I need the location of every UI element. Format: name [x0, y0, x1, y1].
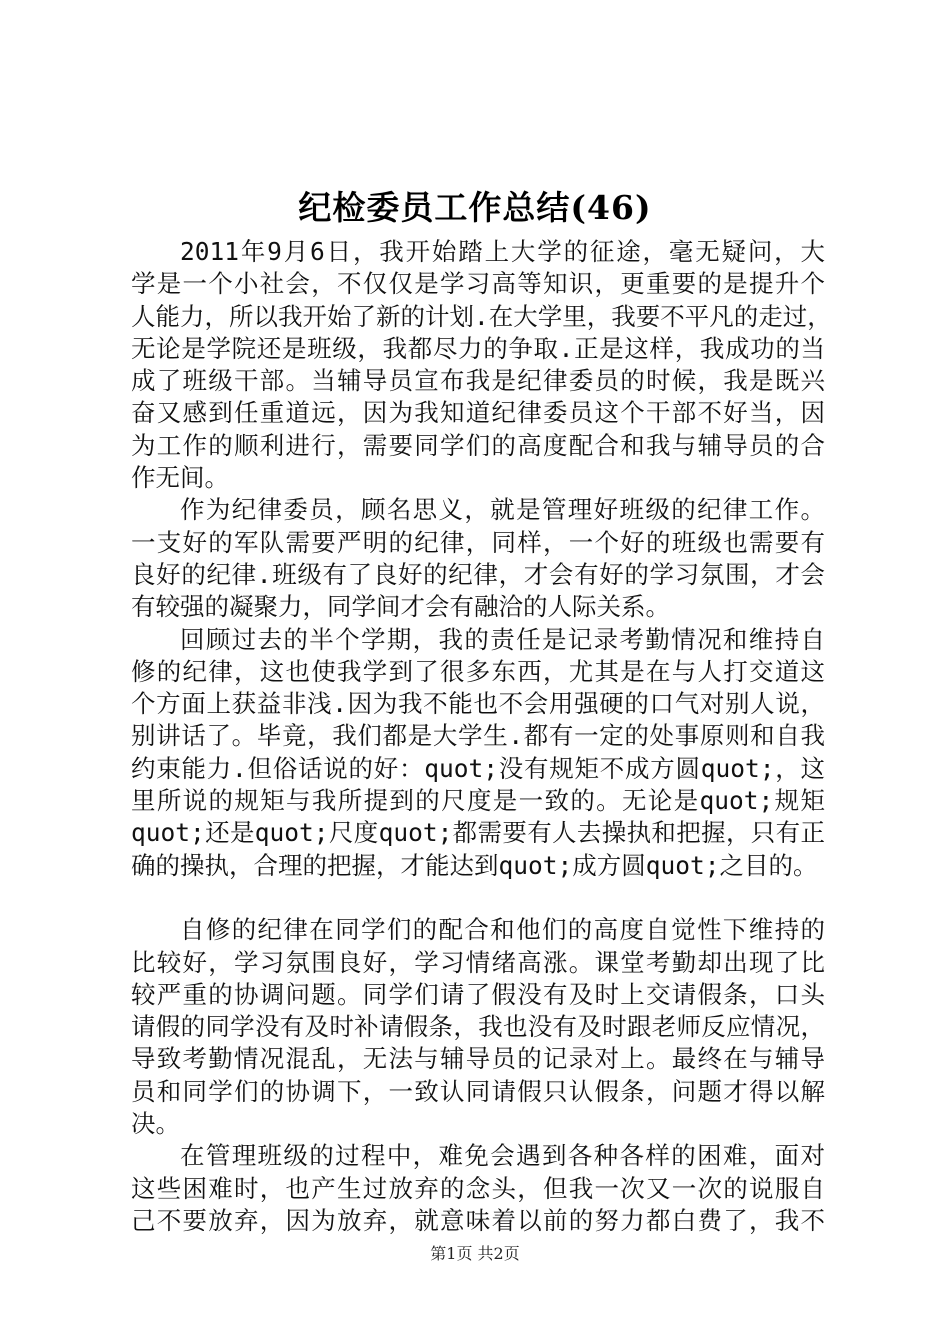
text-line: 别讲话了。毕竟，我们都是大学生.都有一定的处事原则和自我: [131, 721, 825, 751]
text-line: 员和同学们的协调下，一致认同请假只认假条，问题才得以解: [131, 1076, 825, 1106]
text-line: 为工作的顺利进行，需要同学们的高度配合和我与辅导员的合: [131, 430, 825, 460]
text-line: 奋又感到任重道远，因为我知道纪律委员这个干部不好当，因: [131, 398, 825, 428]
text-line: 学是一个小社会，不仅仅是学习高等知识，更重要的是提升个: [131, 269, 825, 299]
paragraph: [131, 624, 825, 882]
paragraph-spacer: [131, 882, 825, 914]
document-body: [131, 236, 832, 1237]
text-line: 人能力，所以我开始了新的计划.在大学里，我要不平凡的走过，: [131, 301, 832, 331]
text-line: 回顾过去的半个学期，我的责任是记录考勤情况和维持自: [180, 624, 825, 654]
text-line: 确的操执，合理的把握，才能达到quot;成方圆quot;之目的。: [131, 850, 818, 880]
paragraph: [131, 914, 825, 1140]
text-line: 有较强的凝聚力，同学间才会有融洽的人际关系。: [131, 592, 670, 622]
text-line: 比较好，学习氛围良好，学习情绪高涨。课堂考勤却出现了比: [131, 947, 825, 977]
text-line: 无论是学院还是班级，我都尽力的争取.正是这样，我成功的当: [131, 333, 825, 363]
page-footer: 第1页 共2页: [430, 1244, 520, 1263]
text-line: 作无间。: [131, 463, 229, 493]
text-line: 己不要放弃，因为放弃，就意味着以前的努力都白费了，我不: [131, 1205, 825, 1235]
text-line: 决。: [131, 1109, 180, 1139]
text-line: 修的纪律，这也使我学到了很多东西，尤其是在与人打交道这: [131, 656, 825, 686]
text-line: 2011年9月6日，我开始踏上大学的征途，毫无疑问，大: [180, 237, 825, 266]
text-line: 成了班级干部。当辅导员宣布我是纪律委员的时候，我是既兴: [131, 366, 825, 396]
text-line: 个方面上获益非浅.因为我不能也不会用强硬的口气对别人说，: [131, 689, 825, 719]
paragraph: [131, 1140, 825, 1237]
page-title: 纪检委员工作总结(46): [298, 188, 652, 227]
text-line: 在管理班级的过程中，难免会遇到各种各样的困难，面对: [180, 1141, 825, 1171]
text-line: 一支好的军队需要严明的纪律，同样，一个好的班级也需要有: [131, 527, 825, 557]
text-line: 导致考勤情况混乱，无法与辅导员的记录对上。最终在与辅导: [131, 1044, 825, 1074]
text-line: 约束能力.但俗话说的好：quot;没有规矩不成方圆quot;，这: [131, 753, 825, 783]
text-line: 请假的同学没有及时补请假条，我也没有及时跟老师反应情况，: [131, 1012, 825, 1042]
text-line: 自修的纪律在同学们的配合和他们的高度自觉性下维持的: [180, 915, 825, 945]
text-line: 良好的纪律.班级有了良好的纪律，才会有好的学习氛围，才会: [131, 559, 825, 589]
paragraph: [131, 494, 825, 623]
paragraph: [131, 236, 832, 494]
text-line: 较严重的协调问题。同学们请了假没有及时上交请假条，口头: [131, 979, 825, 1009]
text-line: 这些困难时，也产生过放弃的念头，但我一次又一次的说服自: [131, 1173, 825, 1203]
text-line: 里所说的规矩与我所提到的尺度是一致的。无论是quot;规矩: [131, 786, 825, 816]
text-line: quot;还是quot;尺度quot;都需要有人去操执和把握，只有正: [131, 818, 825, 848]
text-line: 作为纪律委员，顾名思义，就是管理好班级的纪律工作。: [180, 495, 825, 525]
